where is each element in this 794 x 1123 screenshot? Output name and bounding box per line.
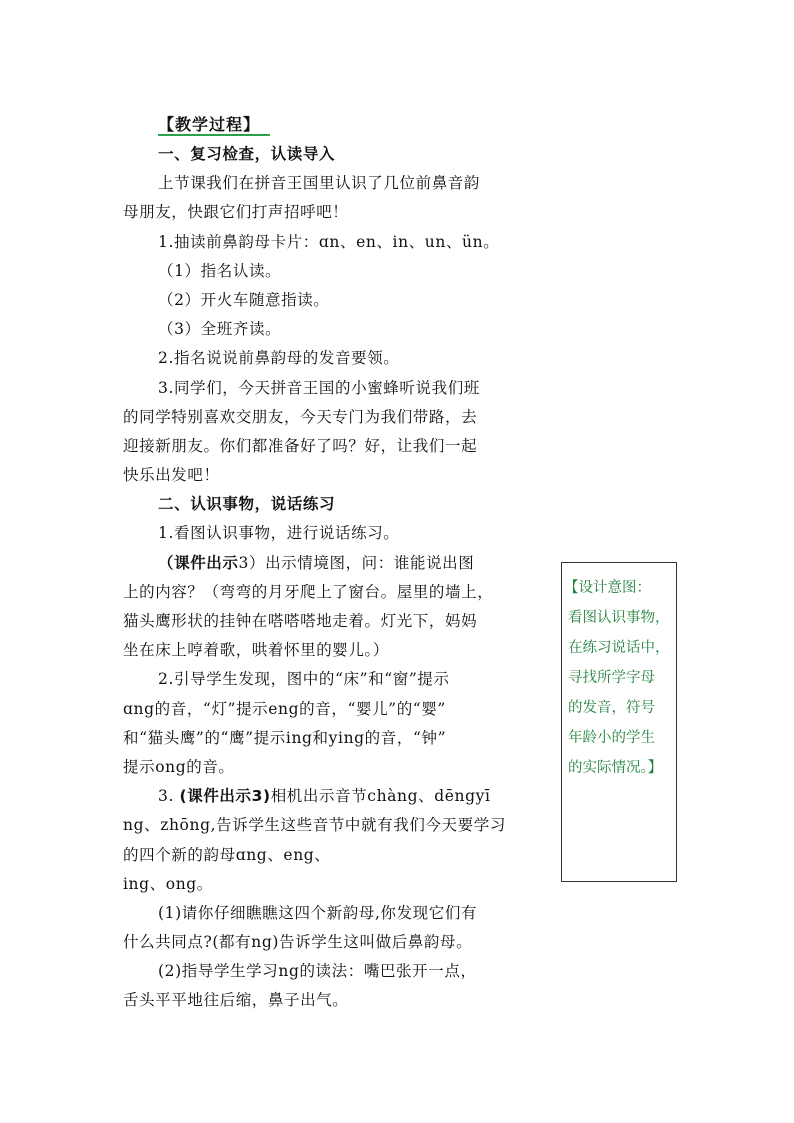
design-intent-line: 寻找所学字母 <box>568 670 655 686</box>
paragraph-line: 猫头鹰形状的挂钟在嗒嗒嗒地走着。灯光下，妈妈 <box>123 612 478 630</box>
step-line: 3.同学们，今天拼音王国的小蜜蜂听说我们班 <box>158 378 480 397</box>
paragraph-line: 的同学特别喜欢交朋友，今天专门为我们带路，去 <box>123 407 478 426</box>
paragraph-line: 母朋友，快跟它们打声招呼吧！ <box>123 203 349 222</box>
paragraph-line: ng、zhōng,告诉学生这些音节中就有我们今天要学习 <box>123 816 506 835</box>
step-line: 1.看图认识事物，进行说话练习。 <box>158 524 400 543</box>
courseware-label: (课件出示3) <box>179 787 271 806</box>
paragraph-line: 上节课我们在拼音王国里认识了几位前鼻音韵 <box>158 174 481 193</box>
substep-line: （1）指名认读。 <box>158 261 282 280</box>
design-intent-line: 的发音，符号 <box>568 700 655 716</box>
substep-line: （2）开火车随意指读。 <box>158 290 330 309</box>
question-line: (1)请你仔细瞧瞧这四个新韵母,你发现它们有 <box>158 903 478 922</box>
question-line: (2)指导学生学习ng的读法：嘴巴张开一点， <box>158 962 477 981</box>
paragraph-line: 的四个新的韵母ɑng、eng、 <box>123 845 331 864</box>
paragraph-line: ing、ong。 <box>123 874 213 893</box>
part2-heading: 二、认识事物，说话练习 <box>158 495 336 514</box>
step-line <box>123 782 543 811</box>
courseware-text: 相机出示音节chàng、dēngyī <box>270 787 491 806</box>
step-line: 1.抽读前鼻韵母卡片：ɑn、en、in、un、ün。 <box>158 232 500 251</box>
design-intent-line: 【设计意图： <box>564 580 651 596</box>
step-line: 2.引导学生发现，图中的“床”和“窗”提示 <box>158 670 450 689</box>
lesson-body <box>123 140 543 1016</box>
step-line: 2.指名说说前鼻韵母的发音要领。 <box>158 349 400 368</box>
step-number: 3. <box>158 787 174 806</box>
paragraph-line: 坐在床上哼着歌，哄着怀里的婴儿。） <box>123 641 389 660</box>
substep-line: （3）全班齐读。 <box>158 320 282 339</box>
paragraph-line: 提示ong的音。 <box>123 757 235 776</box>
design-intent-line: 的实际情况。】 <box>568 760 663 776</box>
courseware-line <box>123 549 543 578</box>
part1-heading: 一、复习检查，认读导入 <box>158 145 336 163</box>
design-intent-box <box>561 562 677 882</box>
title-underline <box>158 134 270 136</box>
section-title: 【教学过程】 <box>158 115 261 134</box>
paragraph-line: 和“猫头鹰”的“鹰”提示ing和ying的音，“钟” <box>123 728 447 747</box>
paragraph-line: 什么共同点?(都有ng)告诉学生这叫做后鼻韵母。 <box>123 933 473 952</box>
paragraph-line: 舌头平平地往后缩，鼻子出气。 <box>123 991 349 1010</box>
courseware-label: （课件出示 <box>158 553 239 572</box>
design-intent-line: 在练习说话中， <box>568 640 670 656</box>
courseware-text: 3）出示情境图，问：谁能说出图 <box>238 553 475 572</box>
paragraph-line: 快乐出发吧！ <box>123 466 220 485</box>
paragraph-line: 迎接新朋友。你们都准备好了吗？好，让我们一起 <box>123 436 478 455</box>
paragraph-line: 上的内容？（弯弯的月牙爬上了窗台。屋里的墙上， <box>123 582 494 601</box>
design-intent-line: 年龄小的学生 <box>568 730 655 746</box>
paragraph-line: ɑng的音，“灯”提示eng的音，“婴儿”的“婴” <box>123 699 446 718</box>
design-intent-line: 看图认识事物， <box>568 610 670 626</box>
